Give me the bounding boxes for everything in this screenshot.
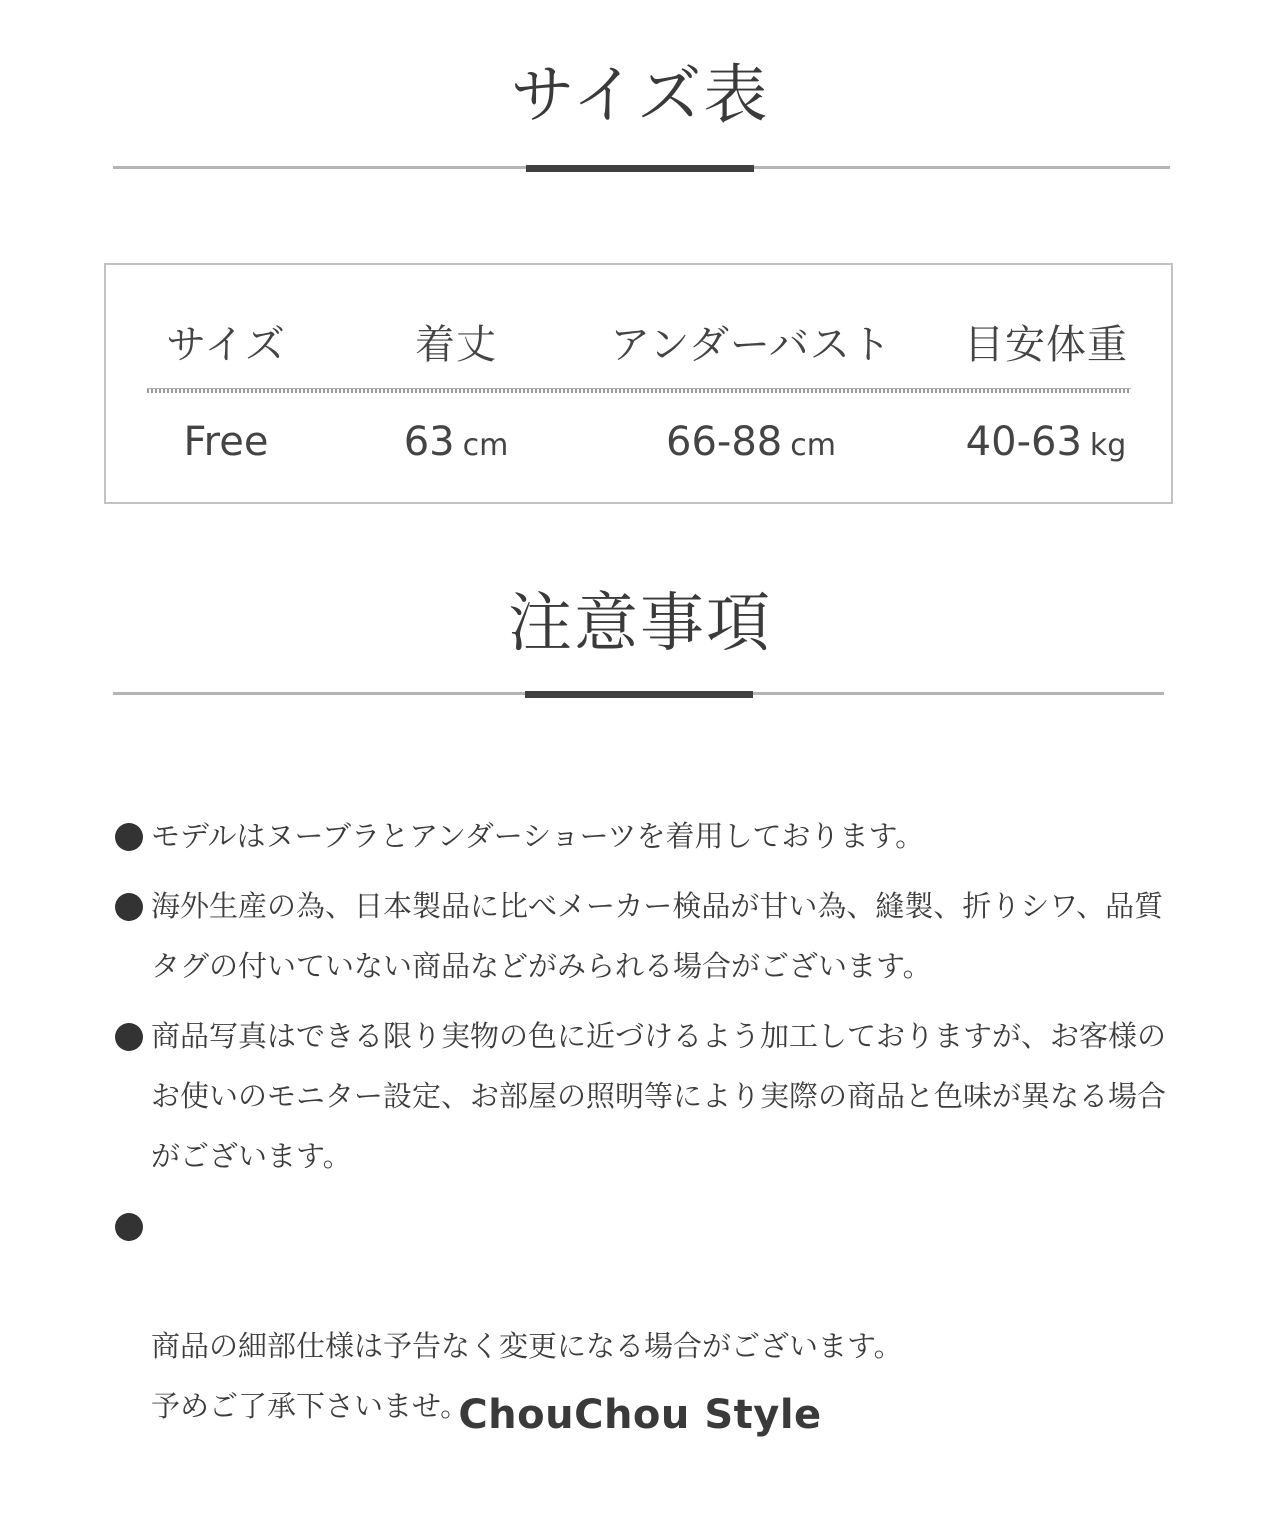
notes-list [113,806,1173,1446]
size-table [104,263,1173,504]
value-weight [936,419,1156,465]
table-divider [147,388,1131,393]
bullet-icon [115,893,143,921]
bullet-icon [115,823,143,851]
notes-title: 注意事項 [508,587,772,661]
value-underbust-text: 66-88 [666,419,783,465]
value-size [116,419,336,465]
size-table-title: サイズ表 [510,59,770,133]
value-length [346,419,566,465]
note-item [113,1006,1173,1186]
notes-title-accent [525,691,753,698]
header-underbust: アンダーバスト [610,322,892,368]
header-size: サイズ [166,322,286,368]
note-text: モデルはヌーブラとアンダーショーツを着用しております。 [151,819,925,853]
value-size-text: Free [183,419,269,465]
header-weight: 目安体重 [964,322,1128,368]
value-length-text: 63 [403,419,455,465]
note-item [113,806,1173,866]
header-length: 着丈 [415,322,497,368]
brand-logo: ChouChou Style [458,1392,822,1438]
note-item [113,876,1173,996]
note-text: 商品写真はできる限り実物の色に近づけるよう加工しておりますが、お客様のお使いのモニター設定、お部屋の照明等により実際の商品と色味が異なる場合がございます。 [151,1019,1167,1173]
note-text: 商品の細部仕様は予告なく変更になる場合がございます。 予めご了承下さいませ。 [151,1329,903,1423]
bullet-icon [115,1213,143,1241]
value-weight-text: 40-63 [965,419,1082,465]
value-weight-unit: kg [1089,428,1127,463]
bullet-icon [115,1023,143,1051]
value-underbust-unit: cm [790,428,836,463]
value-underbust [596,419,906,465]
size-title-accent [526,165,754,172]
value-length-unit: cm [462,428,509,463]
note-text: 海外生産の為、日本製品に比べメーカー検品が甘い為、縫製、折りシワ、品質タグの付いていない商品などがみられる場合がございます。 [151,889,1164,983]
